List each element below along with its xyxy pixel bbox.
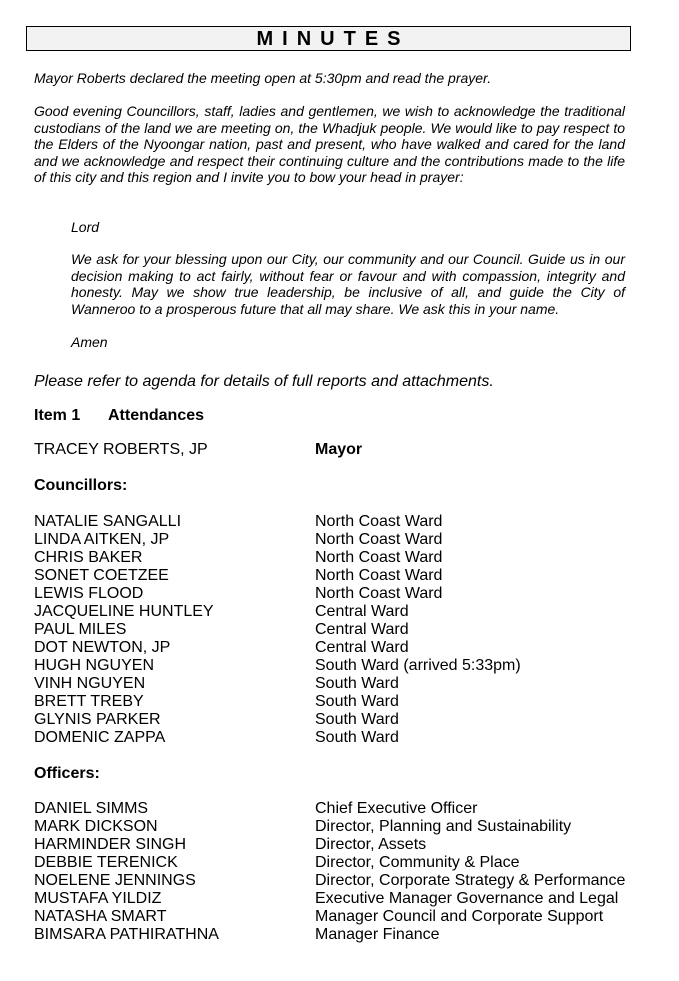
councillor-row — [34, 585, 634, 603]
mayor-role: Mayor — [315, 441, 363, 458]
officer-row — [34, 890, 634, 908]
councillor-ward: North Coast Ward — [315, 567, 443, 584]
councillor-row — [34, 729, 634, 747]
prayer-closing: Amen — [71, 334, 108, 350]
councillor-name: LINDA AITKEN, JP — [34, 531, 170, 548]
officer-row — [34, 818, 634, 836]
councillor-ward: North Coast Ward — [315, 531, 443, 548]
councillor-name: BRETT TREBY — [34, 693, 144, 710]
councillor-row — [34, 711, 634, 729]
prayer-body: We ask for your blessing upon our City, our community and our Council. Guide us in our decision making to act fairly, without fear or favour and with compassion, integrity and honesty. May we show true leadership, be inclusive of all, and guide the City of Wanneroo to a prosperous future that all may share. We ask this in your name. — [71, 251, 625, 317]
officer-name: HARMINDER SINGH — [34, 836, 187, 853]
officer-row — [34, 908, 634, 926]
councillor-name: GLYNIS PARKER — [34, 711, 161, 728]
officers-heading: Officers: — [34, 765, 100, 782]
officer-name: BIMSARA PATHIRATHNA — [34, 926, 219, 943]
councillor-row — [34, 639, 634, 657]
prayer-opening: Lord — [71, 219, 100, 235]
councillor-row — [34, 621, 634, 639]
councillor-row — [34, 603, 634, 621]
councillor-row — [34, 531, 634, 549]
mayor-row — [34, 441, 634, 459]
minutes-title-box — [26, 26, 631, 51]
councillor-name: PAUL MILES — [34, 621, 127, 638]
councillor-ward: North Coast Ward — [315, 513, 443, 530]
councillor-name: DOMENIC ZAPPA — [34, 729, 166, 746]
councillor-ward: Central Ward — [315, 603, 409, 620]
officer-name: DEBBIE TERENICK — [34, 854, 178, 871]
officer-role: Chief Executive Officer — [315, 800, 478, 817]
officer-name: MUSTAFA YILDIZ — [34, 890, 162, 907]
councillor-ward: Central Ward — [315, 639, 409, 656]
councillors-heading: Councillors: — [34, 477, 128, 494]
councillor-name: SONET COETZEE — [34, 567, 169, 584]
acknowledgement-paragraph: Good evening Councillors, staff, ladies and gentlemen, we wish to acknowledge the traditional custodians of the land we are meeting on, the Whadjuk people. We would like to pay respect to the Elders of the Nyoongar nation, past and present, who have walked and cared for the land and we acknowledge and respect their continuing culture and the contributions made to the life of this city and this region and I invite you to bow your head in prayer: — [34, 103, 625, 186]
mayor-name: TRACEY ROBERTS, JP — [34, 441, 208, 458]
councillor-row — [34, 693, 634, 711]
councillor-ward: South Ward — [315, 711, 399, 728]
officer-row — [34, 854, 634, 872]
councillor-name: JACQUELINE HUNTLEY — [34, 603, 214, 620]
officer-row — [34, 926, 634, 944]
officer-row — [34, 800, 634, 818]
councillor-ward: South Ward — [315, 693, 399, 710]
councillor-name: NATALIE SANGALLI — [34, 513, 182, 530]
officer-role: Director, Community & Place — [315, 854, 520, 871]
councillor-ward: South Ward (arrived 5:33pm) — [315, 657, 521, 674]
item-number: Item 1 — [34, 407, 81, 424]
councillor-row — [34, 513, 634, 531]
officer-role: Manager Finance — [315, 926, 440, 943]
refer-note: Please refer to agenda for details of full reports and attachments. — [34, 373, 494, 390]
opening-statement: Mayor Roberts declared the meeting open at 5:30pm and read the prayer. — [34, 70, 492, 86]
officer-role: Manager Council and Corporate Support — [315, 908, 604, 925]
officer-name: DANIEL SIMMS — [34, 800, 149, 817]
councillor-row — [34, 549, 634, 567]
councillor-row — [34, 567, 634, 585]
councillor-ward: South Ward — [315, 675, 399, 692]
councillor-name: CHRIS BAKER — [34, 549, 143, 566]
councillor-ward: South Ward — [315, 729, 399, 746]
councillor-name: HUGH NGUYEN — [34, 657, 155, 674]
councillor-name: VINH NGUYEN — [34, 675, 146, 692]
officer-role: Director, Assets — [315, 836, 427, 853]
councillor-ward: Central Ward — [315, 621, 409, 638]
councillor-ward: North Coast Ward — [315, 549, 443, 566]
officer-name: NOELENE JENNINGS — [34, 872, 196, 889]
officer-name: MARK DICKSON — [34, 818, 158, 835]
officer-row — [34, 872, 634, 890]
councillor-row — [34, 657, 634, 675]
councillor-name: LEWIS FLOOD — [34, 585, 144, 602]
councillor-name: DOT NEWTON, JP — [34, 639, 171, 656]
councillor-ward: North Coast Ward — [315, 585, 443, 602]
officer-role: Director, Planning and Sustainability — [315, 818, 572, 835]
officer-row — [34, 836, 634, 854]
page-title: MINUTES — [256, 28, 410, 50]
officer-role: Director, Corporate Strategy & Performance — [315, 872, 626, 889]
councillor-row — [34, 675, 634, 693]
item-heading — [34, 407, 205, 425]
item-title: Attendances — [108, 407, 205, 424]
officer-name: NATASHA SMART — [34, 908, 167, 925]
officer-role: Executive Manager Governance and Legal — [315, 890, 619, 907]
